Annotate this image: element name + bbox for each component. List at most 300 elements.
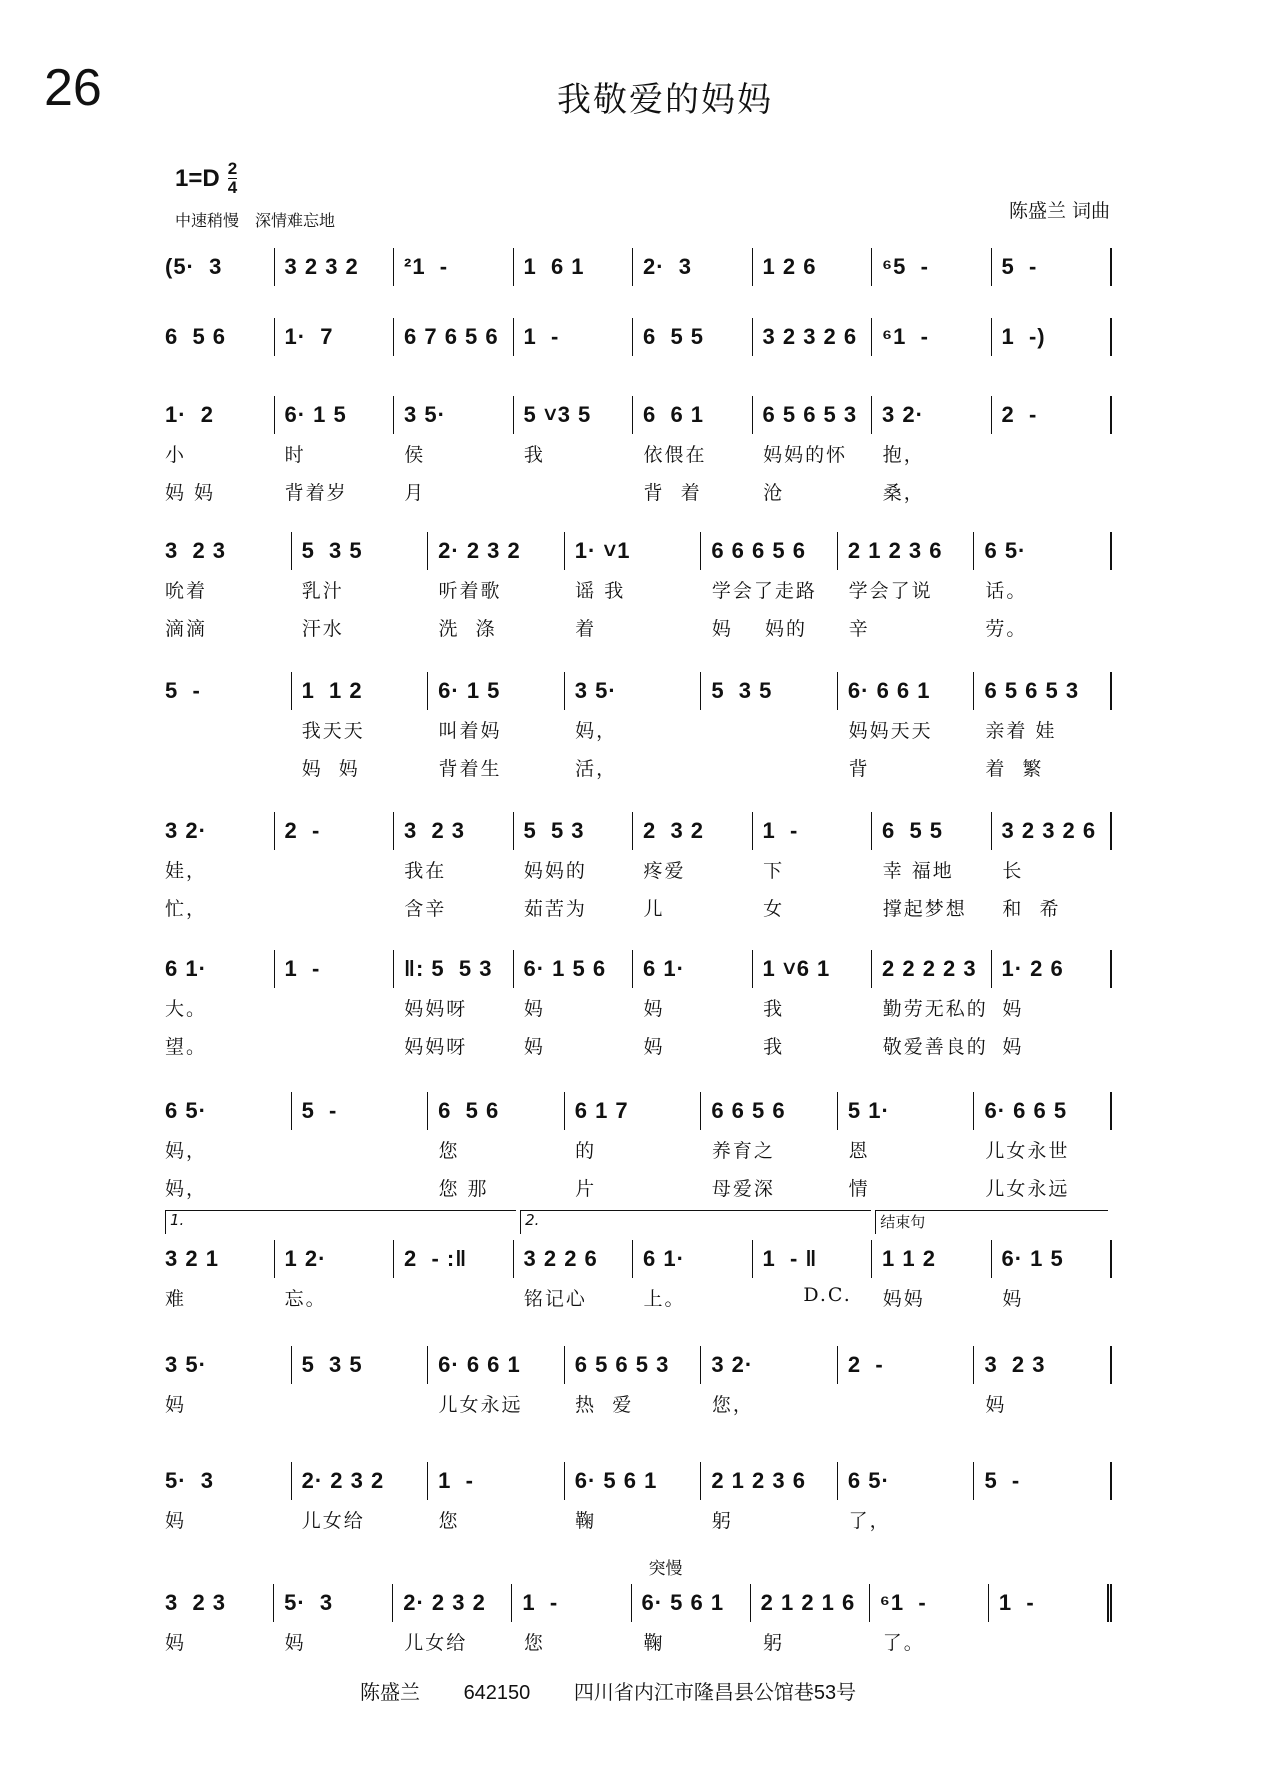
lyric-line [165,1174,1112,1206]
measure-notes: 2 - [1001,402,1038,427]
measure [393,396,513,434]
notes-row [165,532,1112,570]
lyric: 辛 [848,618,870,640]
measure-notes: 1 2 6 [762,254,817,279]
measure [632,812,752,850]
measure [291,532,428,570]
measure-notes: 5 5 3 [523,818,585,843]
measure-notes: 5 - [1001,254,1038,279]
lyric: 妈， [165,1178,208,1200]
measure [513,396,633,434]
measure-notes: 2 3 2 [643,818,705,843]
lyric-line [165,1628,1112,1660]
measure [513,318,633,356]
measure [165,532,291,570]
measure-notes: 1 - ‖ [762,1246,818,1271]
lyric-line [165,856,1112,888]
lyric [975,1506,1112,1538]
lyric: 学会了走路 [711,580,817,602]
measure-notes: 3 2 3 2 [284,254,359,279]
score-system [165,812,1112,926]
lyric: 妈妈 [882,1288,925,1310]
lyric: D.C. [763,1284,852,1306]
measure [427,672,564,710]
measure-notes: 6 1· [643,1246,685,1271]
measure [750,1584,869,1622]
measure-notes: 1 - [998,1590,1035,1615]
measure-notes: 6· 1 5 6 [523,956,607,981]
measure [427,1092,564,1130]
lyric: 儿女永远 [438,1394,523,1416]
lyric: 儿女给 [301,1510,365,1532]
lyric: 妈 [284,1632,306,1654]
lyric-line [165,894,1112,926]
measure-notes: 2 2 2 2 3 [882,956,977,981]
lyric: 话。 [985,580,1028,602]
lyric-line [165,994,1112,1026]
measure-notes: 2 1 2 1 6 [760,1590,856,1615]
measure [700,1092,837,1130]
lyric: 妈妈天天 [848,720,933,742]
lyric: 您 [523,1632,545,1654]
volta-bracket: 结束句 [875,1210,1108,1234]
measure-notes: 3 2· [711,1352,754,1377]
measure [291,1092,428,1130]
measure [752,396,872,434]
measure [393,318,513,356]
measure-notes: 3 2 3 [165,1590,227,1615]
measure-notes: 5 ˅3 5 [523,402,592,427]
lyric: 妈 妈的 [711,618,808,640]
measure-notes: 1· 2 [165,402,215,427]
measure [392,1584,511,1622]
measure-notes: 5 - [301,1098,338,1123]
measure-notes: 5 - [984,1468,1021,1493]
measure [991,1240,1111,1278]
measure [991,248,1111,286]
measure [837,532,974,570]
measure-notes: 3 2· [165,818,207,843]
measure [973,1346,1110,1384]
measure [165,1092,291,1130]
measure [513,812,633,850]
lyric: 桑， [882,482,925,504]
lyric: 汗水 [301,618,344,640]
lyric: 娃， [165,860,208,882]
notes-row [165,1092,1112,1130]
measure-notes: 3 2 3 2 6 [1001,818,1097,843]
time-signature-bottom: 4 [227,178,238,197]
page-number: 26 [44,59,102,117]
lyric-line [165,754,1112,786]
lyric [514,478,634,510]
notes-row [165,950,1112,988]
lyric: 我 [763,1036,785,1058]
measure [632,248,752,286]
lyric: 儿女永远 [985,1178,1070,1200]
measure-notes: 3 5· [165,1352,207,1377]
lyric [292,1136,429,1168]
key-signature: 1=D [175,164,220,192]
measure-notes: 5 3 5 [711,678,773,703]
time-signature-top: 2 [227,159,238,178]
lyric: 了， [848,1510,891,1532]
measure [165,1584,273,1622]
measure [165,318,274,356]
lyric: 儿 [643,898,665,920]
measure-notes: 6 5· [165,1098,207,1123]
lyric: 妈 [1002,998,1024,1020]
measure-notes: 1 6 1 [523,254,585,279]
measure-notes: 1 1 2 [882,1246,936,1271]
lyric: 下 [763,860,785,882]
lyric: 乳汁 [301,580,344,602]
lyric: 的 [575,1140,597,1162]
notes-row [165,248,1112,286]
measure [871,1240,991,1278]
lyric: 含辛 [404,898,447,920]
measure [513,1240,633,1278]
lyric: 依偎在 [643,444,707,466]
measure [752,248,872,286]
measure-notes: 1 - [438,1468,474,1493]
notes-row [165,1584,1112,1622]
lyric: 妈， [165,1140,208,1162]
measure [274,950,394,988]
lyric [165,716,292,748]
measure-notes: ⁶1 - [879,1590,927,1615]
lyric: 背着岁 [284,482,348,504]
measure-notes: 5· 3 [284,1590,334,1615]
measure-notes: 6 5· [984,538,1027,563]
measure [564,1346,701,1384]
notes-row [165,812,1112,850]
measure-notes: 2 - [284,818,321,843]
lyric: 勤劳无私的 [882,998,988,1020]
lyric: 妈 [523,998,545,1020]
measure [871,396,991,434]
measure-notes: 3 2 3 [165,538,227,563]
lyric-line [165,716,1112,748]
measure-notes: 1 - [523,324,560,349]
measure [511,1584,630,1622]
lyric: 妈 [643,998,665,1020]
lyric: 妈 [165,1510,187,1532]
measure-notes: ²1 - [404,254,449,279]
score-system [165,672,1112,786]
measure [837,1462,974,1500]
lyric: 长 [1002,860,1024,882]
measure [632,396,752,434]
measure [564,532,701,570]
measure-notes: 6· 6 6 1 [438,1352,521,1377]
lyric: 幸 福地 [882,860,954,882]
lyric-line [165,1284,1112,1316]
lyric: 月 [404,482,426,504]
score-system [165,1092,1112,1206]
lyric: 我 [523,444,545,466]
lyric: 着 [575,618,597,640]
lyric: 我 [763,998,785,1020]
lyric: 母爱深 [711,1178,775,1200]
lyric: 鞠 [643,1632,665,1654]
lyric: 妈妈呀 [404,998,468,1020]
lyric: 学会了说 [848,580,933,602]
measure [973,1092,1110,1130]
score-system [165,248,1112,286]
score-system [165,1559,1112,1660]
lyric: 我天天 [301,720,365,742]
notes-row [165,1240,1112,1278]
score-system [165,1211,1112,1316]
measure [165,812,274,850]
lyric: 片 [575,1178,597,1200]
lyric: 上。 [643,1288,686,1310]
lyric: 了。 [882,1632,925,1654]
measure [991,396,1111,434]
measure-notes: 6 5 6 [438,1098,500,1123]
measure [871,950,991,988]
measure [513,248,633,286]
lyric: 鞠 [575,1510,597,1532]
lyric-line [165,1390,1112,1422]
measure-notes: 6 5 6 5 3 [984,678,1080,703]
measure-notes: 6 5 6 5 3 [762,402,858,427]
measure-notes: ‖: 5 5 3 [404,956,493,981]
measure-notes: 2· 2 3 2 [438,538,521,563]
measure [165,1346,291,1384]
lyric: 妈妈的 [523,860,587,882]
measure-notes: 6 5 5 [643,324,705,349]
measure-notes: 1 - [284,956,321,981]
lyric: 忙， [165,898,208,920]
measure-notes: 6 1· [643,956,685,981]
measure [752,950,872,988]
lyric: 妈 妈 [301,758,360,780]
measure [513,950,633,988]
lyric: 妈， [575,720,618,742]
lyric: 女 [763,898,785,920]
notes-row [165,396,1112,434]
lyric: 叫着妈 [438,720,502,742]
measure-notes: 5 3 5 [301,1352,363,1377]
measure-notes: 6 5 6 [165,324,227,349]
measure-notes: ⁶5 - [882,254,929,279]
measure [988,1584,1107,1622]
measure-notes: 1 -) [1001,324,1046,349]
lyric: 妈 [985,1394,1007,1416]
measure [700,1346,837,1384]
measure [165,950,274,988]
measure-notes: 6· 5 6 1 [574,1468,658,1493]
measure [564,672,701,710]
lyric: 背 着 [643,482,702,504]
lyric: 大。 [165,998,208,1020]
measure-notes: 1 2· [284,1246,327,1271]
measure-notes: 1 1 2 [301,678,363,703]
lyric [275,994,395,1026]
measure-notes: 6 6 5 6 [711,1098,786,1123]
measure-notes: 6 1 7 [574,1098,629,1123]
lyric: 抱， [882,444,925,466]
measure [837,672,974,710]
measure [291,1346,428,1384]
measure [700,532,837,570]
measure-notes: 6 1· [165,956,207,981]
lyric: 儿女永世 [985,1140,1070,1162]
lyric: 躬 [711,1510,733,1532]
measure-notes: 3 2 3 [404,818,466,843]
measure-notes: 6· 6 6 1 [847,678,931,703]
measure-notes: (5· 3 [165,254,223,279]
lyric: 我在 [404,860,447,882]
lyric: 撑起梦想 [882,898,967,920]
lyric: 铭记心 [523,1288,587,1310]
measure [991,812,1111,850]
notes-row [165,318,1112,356]
measure-notes: 3 5· [404,402,446,427]
measure [700,1462,837,1500]
lyric: 沧 [763,482,785,504]
lyric: 活， [575,758,618,780]
measure [274,396,394,434]
lyric [394,1284,514,1316]
lyric [702,754,839,786]
lyric: 侯 [404,444,426,466]
measure [871,248,991,286]
lyric-line [165,478,1112,510]
measure [752,812,872,850]
measure-notes: 2· 2 3 2 [403,1590,486,1615]
measure-notes: 5 - [165,678,201,703]
score-system [165,318,1112,356]
score-system [165,1462,1112,1538]
lyric [165,754,292,786]
notes-row [165,672,1112,710]
lyric: 妈 [165,1394,187,1416]
measure [837,1092,974,1130]
measure-notes: 6· 1 5 [1001,1246,1064,1271]
measure-notes: ⁶1 - [882,324,929,349]
score-system [165,532,1112,646]
measure [631,1584,750,1622]
measure [973,672,1110,710]
score-system [165,1346,1112,1422]
measure [991,318,1111,356]
lyric: 滴滴 [165,618,208,640]
lyric: 情 [848,1178,870,1200]
measure-notes: 3 2 3 2 6 [762,324,858,349]
key-time-signature [175,160,237,197]
measure-notes: 6 6 1 [643,402,705,427]
measure [752,1240,872,1278]
lyric: 妈 [1002,1036,1024,1058]
measure-notes: 1· 2 6 [1001,956,1064,981]
lyric: 妈 [1002,1288,1024,1310]
measure-notes: 6· 1 5 [438,678,501,703]
measure-notes: 1 - [522,1590,559,1615]
lyric: 妈妈呀 [404,1036,468,1058]
lyric [292,1174,429,1206]
measure [291,1462,428,1500]
measure [393,1240,513,1278]
lyric: 忘。 [284,1288,327,1310]
measure-notes: 1· ˅1 [574,538,631,563]
author-credit: 陈盛兰 词曲 [1008,200,1110,222]
lyric: 敬爱善良的 [882,1036,988,1058]
lyric: 听着歌 [438,580,502,602]
measure-notes: 3 2 2 6 [523,1246,598,1271]
footer-name: 陈盛兰 [360,1682,420,1704]
measure-notes: 2· 3 [643,254,693,279]
lyric: 疼爱 [643,860,686,882]
measure [564,1462,701,1500]
measure [291,672,428,710]
measure-notes: 3 5· [574,678,617,703]
footer-address: 四川省内江市隆昌县公馆巷53号 [573,1682,857,1704]
lyric [275,894,395,926]
footer [360,1676,894,1705]
lyric: 您 那 [438,1178,489,1200]
lyric [992,440,1112,472]
lyric-line [165,1136,1112,1168]
score-system [165,396,1112,510]
measure-notes: 6 5 5 [882,818,944,843]
lyric: 谣 我 [575,580,626,602]
lyric: 儿女给 [404,1632,468,1654]
measure [869,1584,988,1622]
lyric: 望。 [165,1036,208,1058]
lyric-line [165,576,1112,608]
lyric: 妈妈的怀 [763,444,848,466]
lyric [992,1628,1112,1660]
volta-bracket: 1. [165,1210,516,1234]
measure [564,1092,701,1130]
lyric [275,856,395,888]
lyric: 背着生 [438,758,502,780]
time-signature [228,160,237,197]
measure [871,812,991,850]
measure [632,950,752,988]
lyric: 洗 涤 [438,618,497,640]
measure-notes: 6 6 6 5 6 [711,538,806,563]
measure-notes: 5 1· [847,1098,890,1123]
measure [632,1240,752,1278]
measure [393,248,513,286]
lyric: 您 [438,1140,460,1162]
lyric: 热 爱 [575,1394,634,1416]
measure [273,1584,392,1622]
lyric-line [165,1032,1112,1064]
measure [274,248,394,286]
measure [393,950,513,988]
lyric-line [165,1506,1112,1538]
lyric [702,716,839,748]
measure [752,318,872,356]
measure [871,318,991,356]
measure-notes: 3 2 1 [165,1246,219,1271]
measure [700,672,837,710]
lyric: 妈 [165,1632,187,1654]
measure [427,532,564,570]
measure-notes: 6· 1 5 [284,402,347,427]
lyric: 吮着 [165,580,208,602]
measure-notes: 6· 5 6 1 [641,1590,725,1615]
measure [274,1240,394,1278]
measure [973,532,1110,570]
tempo-annotation: 突慢 [648,1559,683,1579]
measure [165,1462,291,1500]
